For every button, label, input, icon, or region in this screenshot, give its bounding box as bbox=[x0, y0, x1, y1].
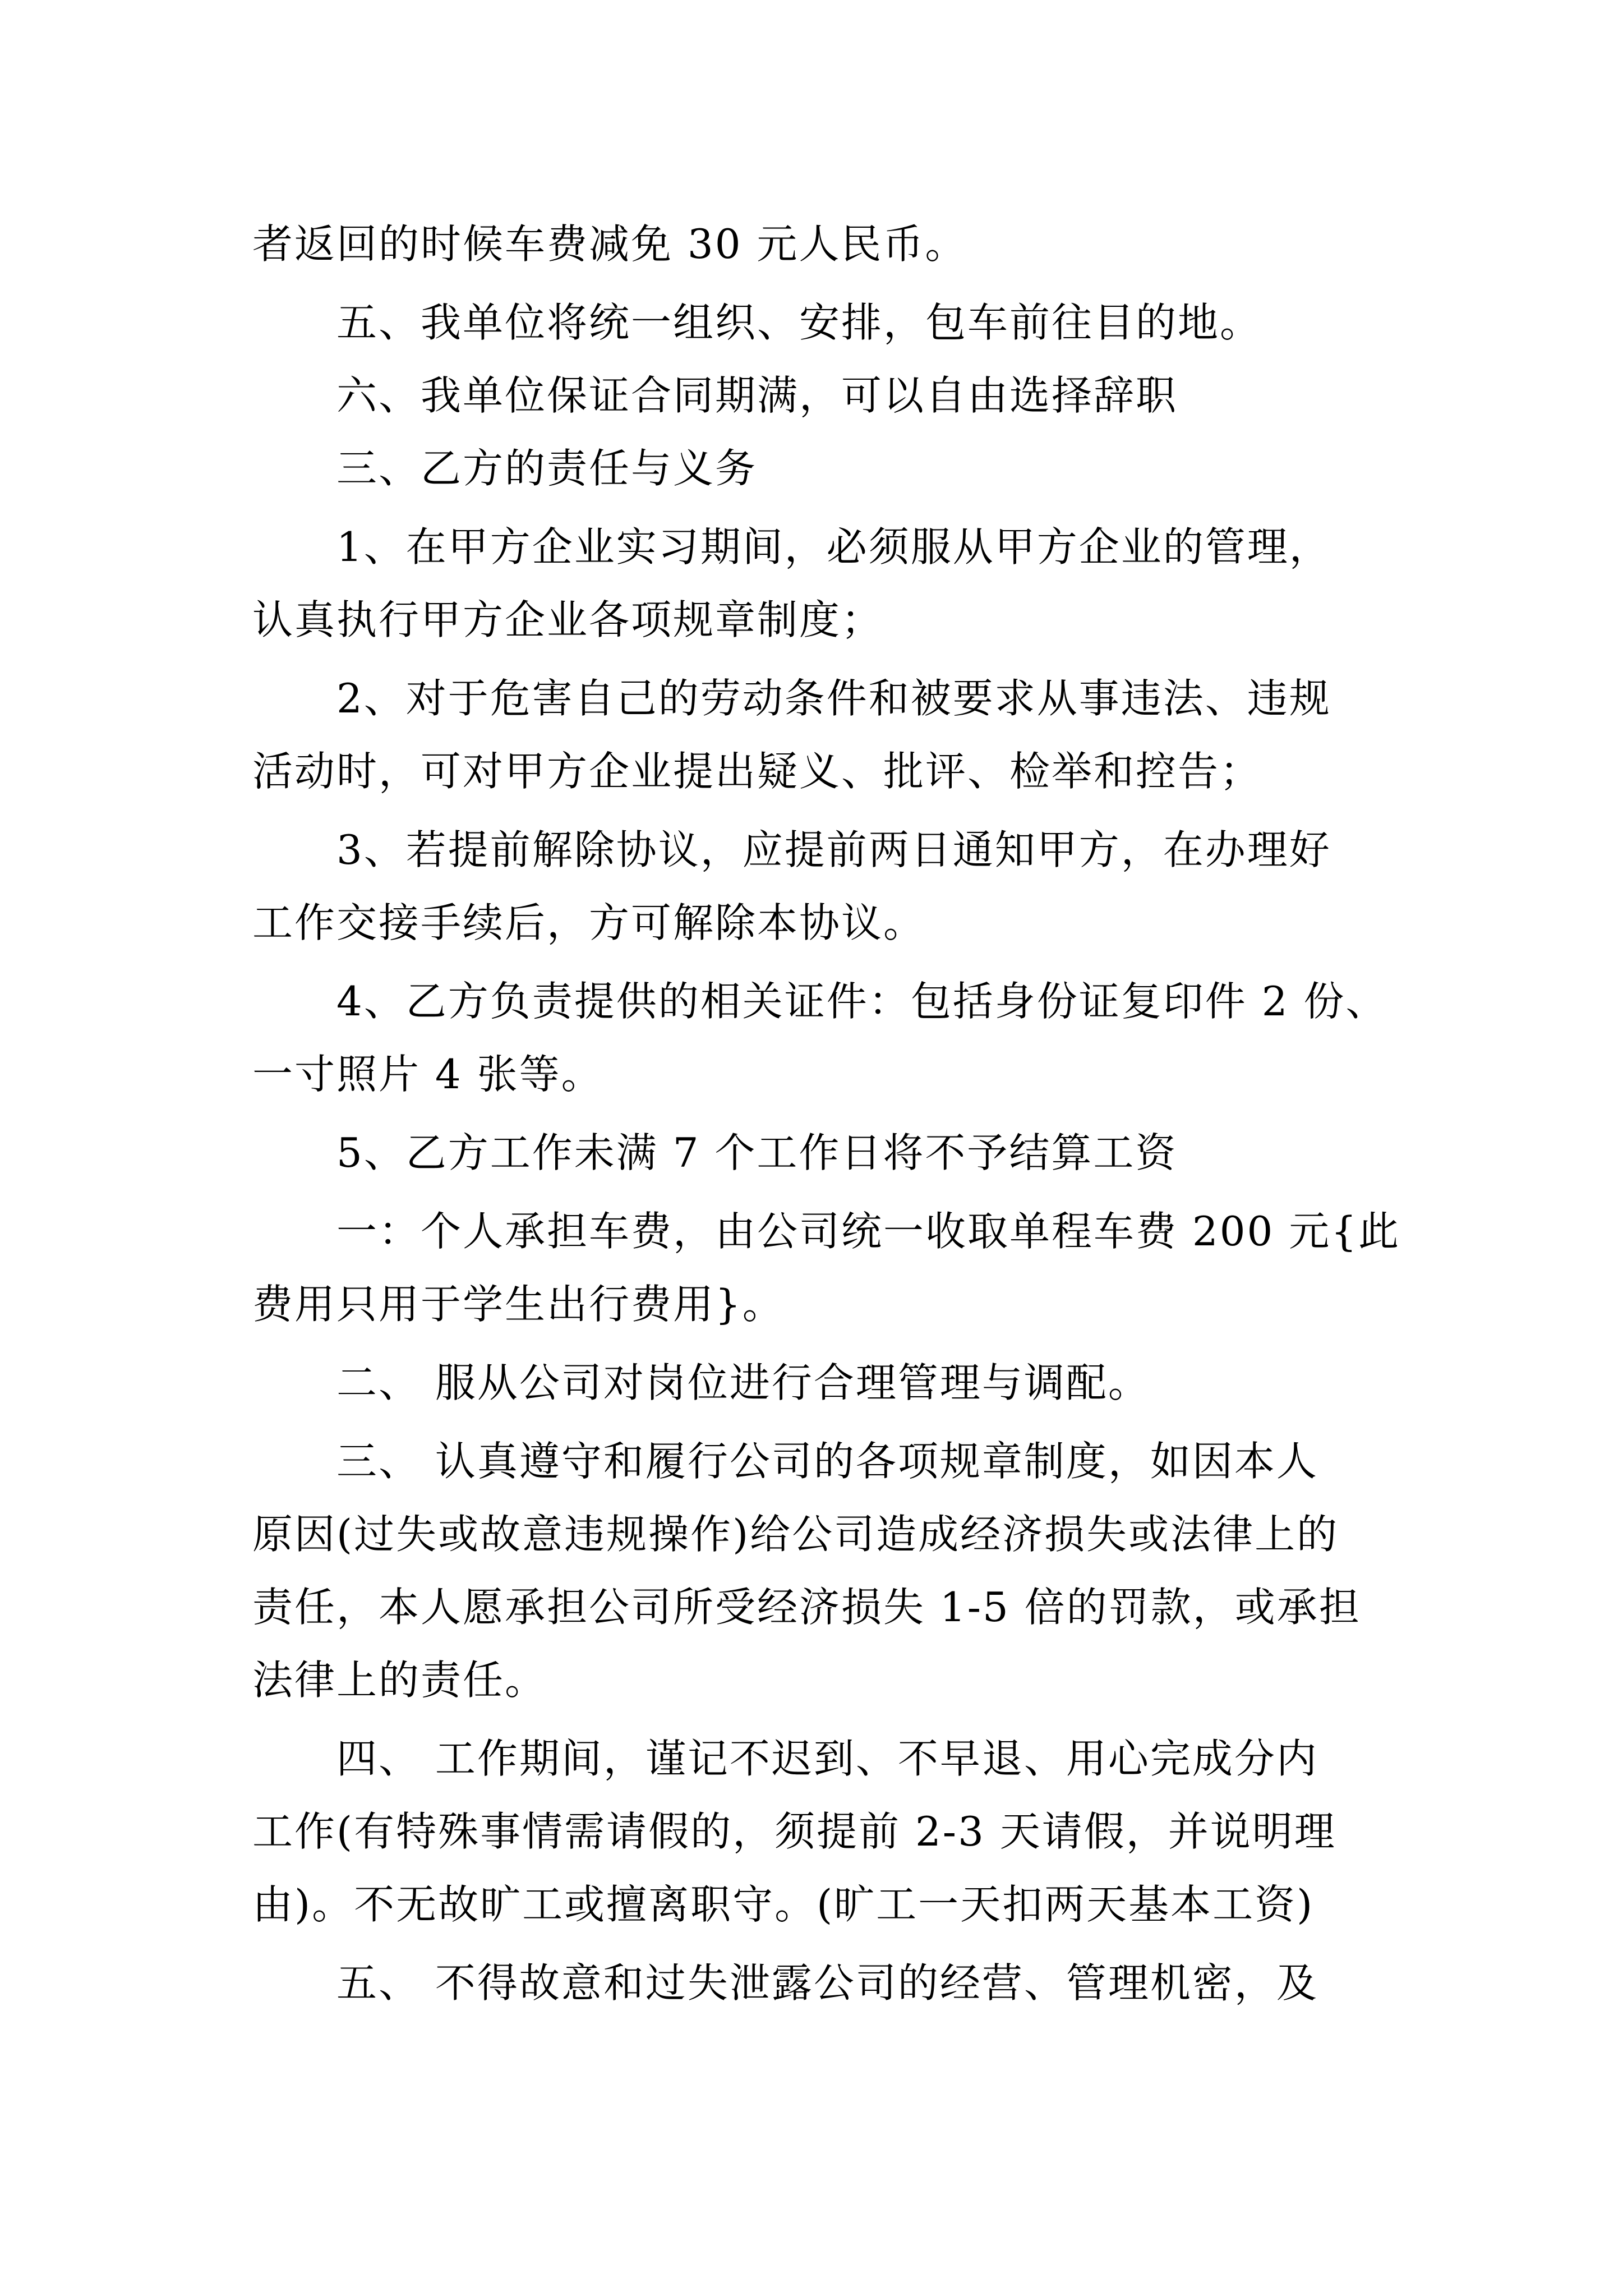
text-line-5: 1、在甲方企业实习期间，必须服从甲方企业的管理， bbox=[336, 523, 1331, 570]
text-line-2: 五、我单位将统一组织、安排，包车前往目的地。 bbox=[336, 299, 1262, 346]
text-line-3: 六、我单位保证合同期满，可以自由选择辞职 bbox=[336, 372, 1178, 419]
text-line-6: 认真执行甲方企业各项规章制度； bbox=[252, 596, 884, 643]
text-line-22: 工作(有特殊事情需请假的，须提前 2-3 天请假，并说明理 bbox=[252, 1808, 1336, 1855]
text-line-23: 由)。不无故旷工或擅离职守。(旷工一天扣两天基本工资) bbox=[252, 1881, 1315, 1928]
text-line-19: 责任，本人愿承担公司所受经济损失 1-5 倍的罚款，或承担 bbox=[252, 1584, 1361, 1631]
text-line-11: 4、乙方负责提供的相关证件：包括身份证复印件 2 份、 bbox=[336, 978, 1388, 1025]
text-line-1: 者返回的时候车费减免 30 元人民币。 bbox=[252, 220, 967, 268]
text-line-15: 费用只用于学生出行费用}。 bbox=[252, 1281, 785, 1328]
text-line-12: 一寸照片 4 张等。 bbox=[252, 1051, 603, 1098]
text-line-10: 工作交接手续后，方可解除本协议。 bbox=[252, 899, 926, 946]
text-line-7: 2、对于危害自己的劳动条件和被要求从事违法、违规 bbox=[336, 675, 1331, 722]
text-line-9: 3、若提前解除协议，应提前两日通知甲方，在办理好 bbox=[336, 826, 1331, 873]
text-line-18: 原因(过失或故意违规操作)给公司造成经济损失或法律上的 bbox=[252, 1511, 1339, 1558]
text-line-21: 四、 工作期间，谨记不迟到、不早退、用心完成分内 bbox=[336, 1735, 1318, 1782]
text-line-14: 一：个人承担车费，由公司统一收取单程车费 200 元{此 bbox=[336, 1208, 1401, 1255]
text-line-24: 五、 不得故意和过失泄露公司的经营、管理机密，及 bbox=[336, 1959, 1318, 2007]
text-line-8: 活动时，可对甲方企业提出疑义、批评、检举和控告； bbox=[252, 748, 1262, 795]
text-line-13: 5、乙方工作未满 7 个工作日将不予结算工资 bbox=[336, 1129, 1178, 1176]
text-line-16: 二、 服从公司对岗位进行合理管理与调配。 bbox=[336, 1359, 1150, 1406]
text-line-20: 法律上的责任。 bbox=[252, 1657, 547, 1704]
text-line-17: 三、 认真遵守和履行公司的各项规章制度，如因本人 bbox=[336, 1438, 1318, 1485]
section-heading: 三、乙方的责任与义务 bbox=[336, 445, 758, 492]
